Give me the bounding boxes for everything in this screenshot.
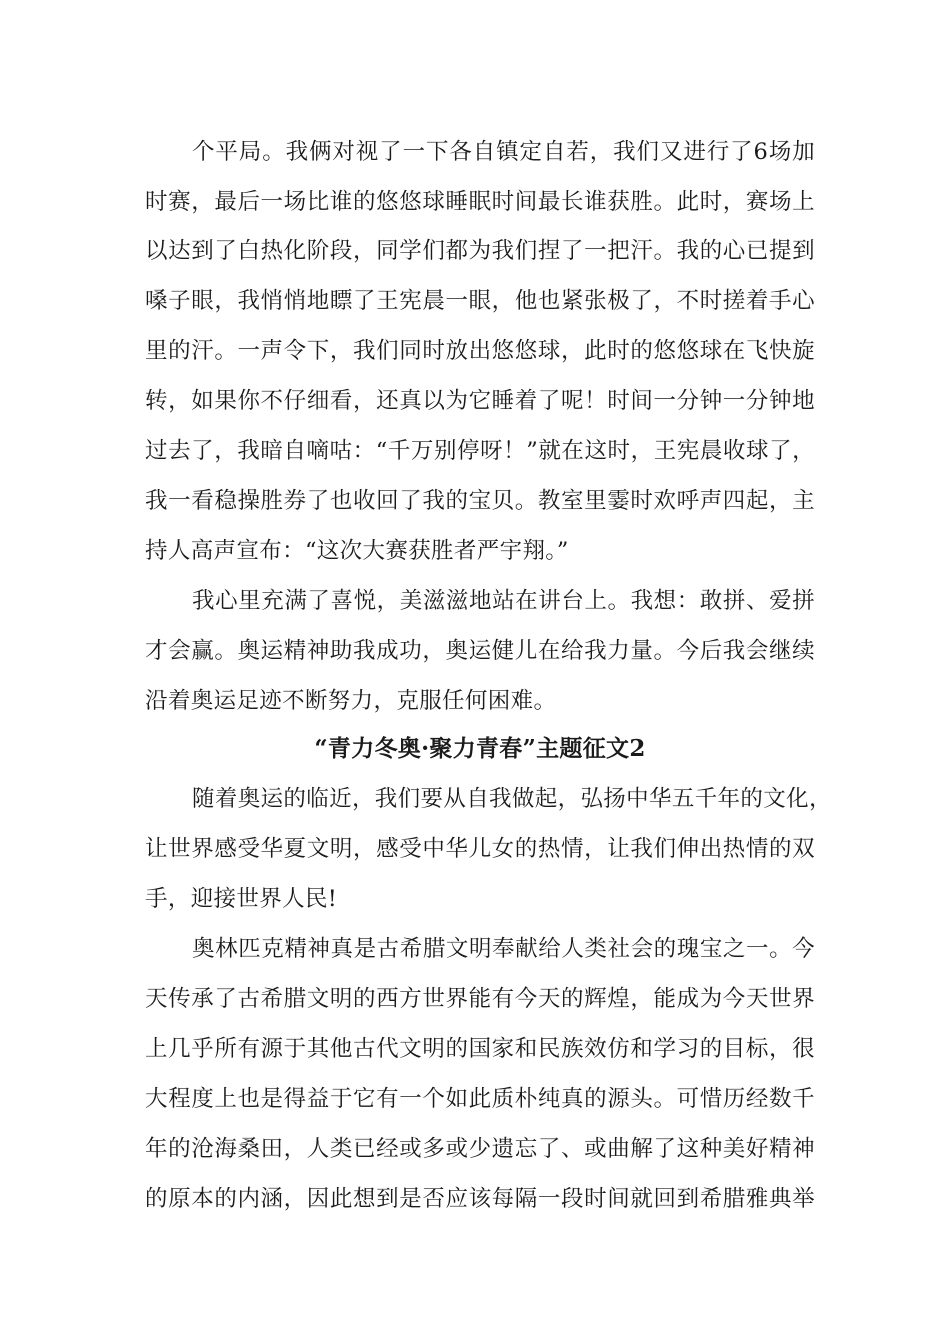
text-line: 才会赢。奥运精神助我成功，奥运健儿在给我力量。今后我会继续 (145, 638, 815, 664)
text-line: 过去了，我暗自嘀咕：“千万别停呀！”就在这时，王宪晨收球了， (145, 438, 815, 464)
text-line: 随着奥运的临近，我们要从自我做起，弘扬中华五千年的文化， (192, 786, 832, 812)
text-line: 嗓子眼，我悄悄地瞟了王宪晨一眼，他也紧张极了，不时搓着手心 (145, 288, 815, 314)
text-line: 以达到了白热化阶段，同学们都为我们捏了一把汗。我的心已提到 (145, 238, 815, 264)
text-line: 我心里充满了喜悦，美滋滋地站在讲台上。我想：敢拼、爱拼 (192, 588, 815, 614)
text-line: 转，如果你不仔细看，还真以为它睡着了呢！时间一分钟一分钟地 (145, 388, 815, 414)
text-line: 大程度上也是得益于它有一个如此质朴纯真的源头。可惜历经数千 (145, 1086, 815, 1112)
text-line: 让世界感受华夏文明，感受中华儿女的热情，让我们伸出热情的双 (145, 836, 815, 862)
text-line: 奥林匹克精神真是古希腊文明奉献给人类社会的瑰宝之一。今 (192, 936, 815, 962)
text-line: 我一看稳操胜券了也收回了我的宝贝。教室里霎时欢呼声四起，主 (145, 488, 815, 514)
section-title: “青力冬奥·聚力青春”主题征文2 (314, 735, 646, 762)
text-line: 手，迎接世界人民! (145, 886, 338, 912)
text-line: 个平局。我俩对视了一下各自镇定自若，我们又进行了6场加 (192, 139, 815, 165)
text-line: 的原本的内涵，因此想到是否应该每隔一段时间就回到希腊雅典举 (145, 1186, 815, 1212)
text-line: 里的汗。一声令下，我们同时放出悠悠球，此时的悠悠球在飞快旋 (145, 338, 815, 364)
text-line: 上几乎所有源于其他古代文明的国家和民族效仿和学习的目标，很 (145, 1036, 815, 1062)
text-line: 年的沧海桑田，人类已经或多或少遗忘了、或曲解了这种美好精神 (145, 1136, 815, 1162)
text-line: 沿着奥运足迹不断努力，克服任何困难。 (145, 688, 557, 714)
text-line: 时赛，最后一场比谁的悠悠球睡眠时间最长谁获胜。此时，赛场上 (145, 189, 815, 215)
text-line: 天传承了古希腊文明的西方世界能有今天的辉煌，能成为今天世界 (145, 986, 815, 1012)
text-line: 持人高声宣布：“这次大赛获胜者严宇翔。” (145, 538, 569, 564)
